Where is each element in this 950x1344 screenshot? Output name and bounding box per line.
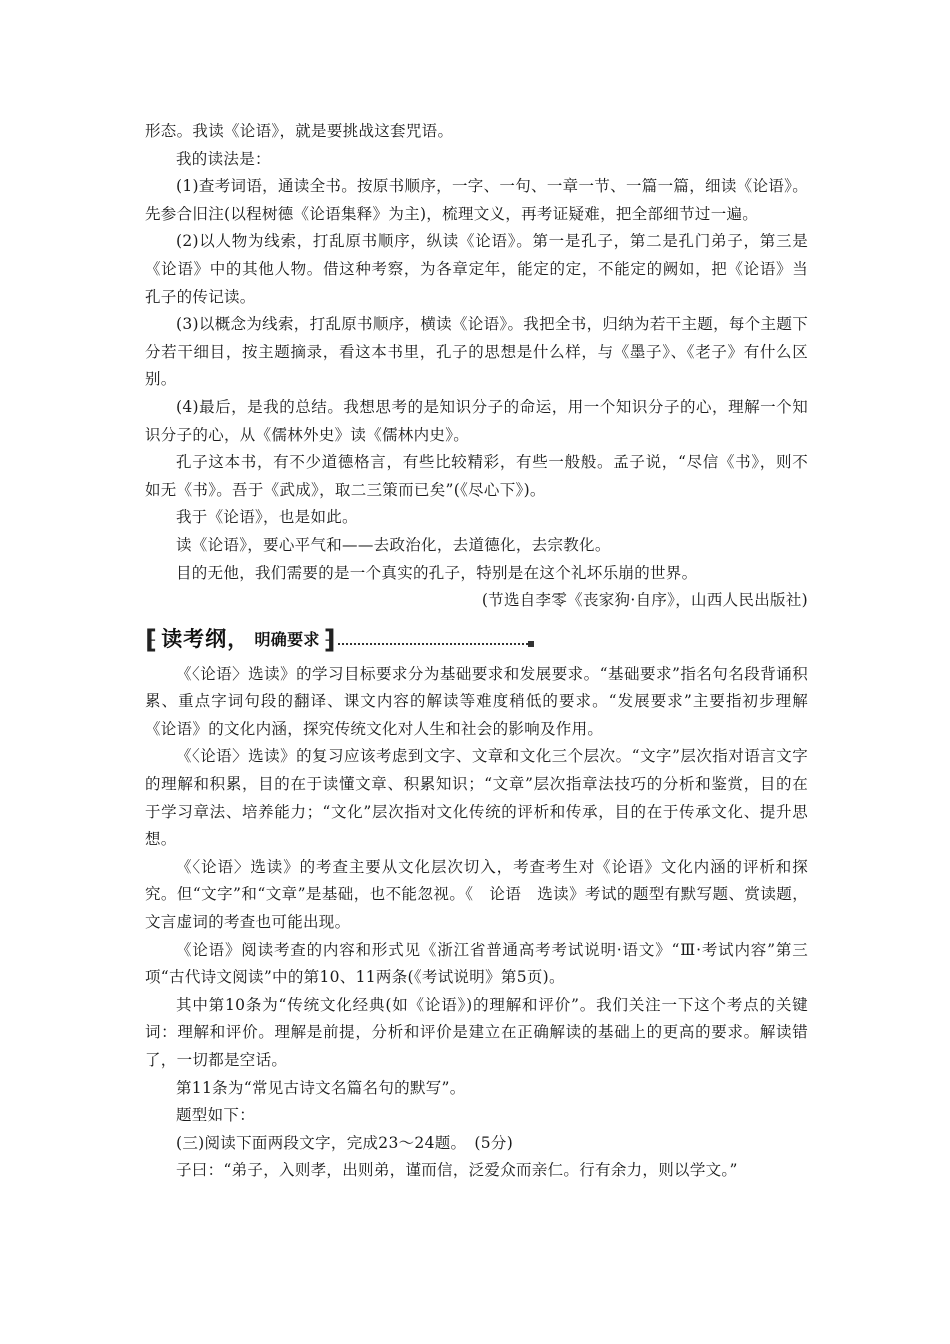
outline-paragraph-exam-spec: 《论语》阅读考查的内容和形式见《浙江省普通高考考试说明·语文》“Ⅲ·考试内容”第三项“古代诗文阅读”中的第10、11两条(《考试说明》第5页)。 <box>145 940 808 987</box>
outline-paragraph-item-11: 第11条为“常见古诗文名篇名句的默写”。 <box>176 1078 466 1097</box>
intro-paragraph-continuation: 形态。我读《论语》，就是要挑战这套咒语。 <box>145 122 454 140</box>
document-page <box>145 118 808 1185</box>
outline-paragraph-goals: 《〈论语〉选读》的学习目标要求分为基础要求和发展要求。“基础要求”指名句名段背诵积累、重点字词句段的翻译、课文内容的解读等难度稍低的要求。“发展要求”主要指初步理解《论语》的文化内涵，探究传统文化对人生和社会的影响及作用。 <box>145 664 808 738</box>
banner-bracket-right: ⁆ <box>323 624 336 655</box>
intro-paragraph-likewise: 我于《论语》，也是如此。 <box>176 508 358 527</box>
intro-paragraph-mencius: 孔子这本书，有不少道德格言，有些比较精彩，有些一般般。孟子说，“尽信《书》，则不如无《书》。吾于《武成》，取二三策而已矣”(《尽心下》)。 <box>145 453 808 499</box>
intro-paragraph-method-3: (3)以概念为线索，打乱原书顺序，横读《论语》。我把全书，归纳为若干主题，每个主题下分若干细目，按主题摘录，看这本书里，孔子的思想是什么样，与《墨子》、《老子》有什么区别。 <box>145 315 808 389</box>
outline-paragraph-assessment: 《〈论语〉选读》的考查主要从文化层次切入，考查考生对《论语》文化内涵的评析和探究。但“文字”和“文章”是基础，也不能忽视。《 论语 选读》考试的题型有默写题、赏读题，文言虚词的考查也可能出现。 <box>145 857 808 932</box>
banner-comma: ， <box>227 626 249 651</box>
intro-paragraph-calm-reading: 读《论语》，要心平气和——去政治化，去道德化，去宗教化。 <box>176 535 611 554</box>
intro-paragraph-method-4: (4)最后，是我的总结。我想思考的是知识分子的命运，用一个知识分子的心，理解一个知识分子的心，从《儒林外史》读《儒林内史》。 <box>145 397 808 444</box>
banner-title: 读考纲 <box>161 626 228 651</box>
banner-end-marker <box>528 641 534 647</box>
banner-dotted-rule <box>338 643 528 645</box>
outline-paragraph-exercise-heading: (三)阅读下面两段文字，完成23～24题。 (5分) <box>176 1133 514 1152</box>
intro-paragraph-purpose: 目的无他，我们需要的是一个真实的孔子，特别是在这个礼坏乐崩的世界。 <box>176 563 698 582</box>
intro-paragraph-method-heading: 我的读法是： <box>176 149 271 168</box>
outline-paragraph-quote: 子曰：“弟子，入则孝，出则弟，谨而信，泛爱众而亲仁。行有余力，则以学文。” <box>176 1161 738 1180</box>
intro-paragraph-method-1: (1)查考词语，通读全书。按原书顺序，一字、一句、一章一节、一篇一篇，细读《论语》。先参合旧注(以程树德《论语集释》为主)，梳理文义，再考证疑难，把全部细节过一遍。 <box>145 177 808 223</box>
outline-paragraph-question-types: 题型如下： <box>176 1106 256 1125</box>
banner-bracket-left: ⁅ <box>145 624 158 655</box>
banner-subtitle: 明确要求 <box>254 629 320 649</box>
source-citation: (节选自李零《丧家狗·自序》，山西人民出版社) <box>481 591 808 610</box>
outline-paragraph-item-10: 其中第10条为“传统文化经典(如《论语》)的理解和评价”。我们关注一下这个考点的关键词：理解和评价。理解是前提，分析和评价是建立在正确解读的基础上的更高的要求。解读错了，一切都是空话。 <box>145 995 808 1069</box>
intro-paragraph-method-2: (2)以人物为线索，打乱原书顺序，纵读《论语》。第一是孔子，第二是孔门弟子，第三是《论语》中的其他人物。借这种考察，为各章定年，能定的定，不能定的阙如，把《论语》当孔子的传记读。 <box>145 232 808 306</box>
section-banner <box>145 621 808 659</box>
outline-paragraph-levels: 《〈论语〉选读》的复习应该考虑到文字、文章和文化三个层次。“文字”层次指对语言文字的理解和积累，目的在于读懂文章、积累知识；“文章”层次指章法技巧的分析和鉴赏，目的在于学习章法、培养能力；“文化”层次指对文化传统的评析和传承，目的在于传承文化、提升思想。 <box>145 747 808 849</box>
